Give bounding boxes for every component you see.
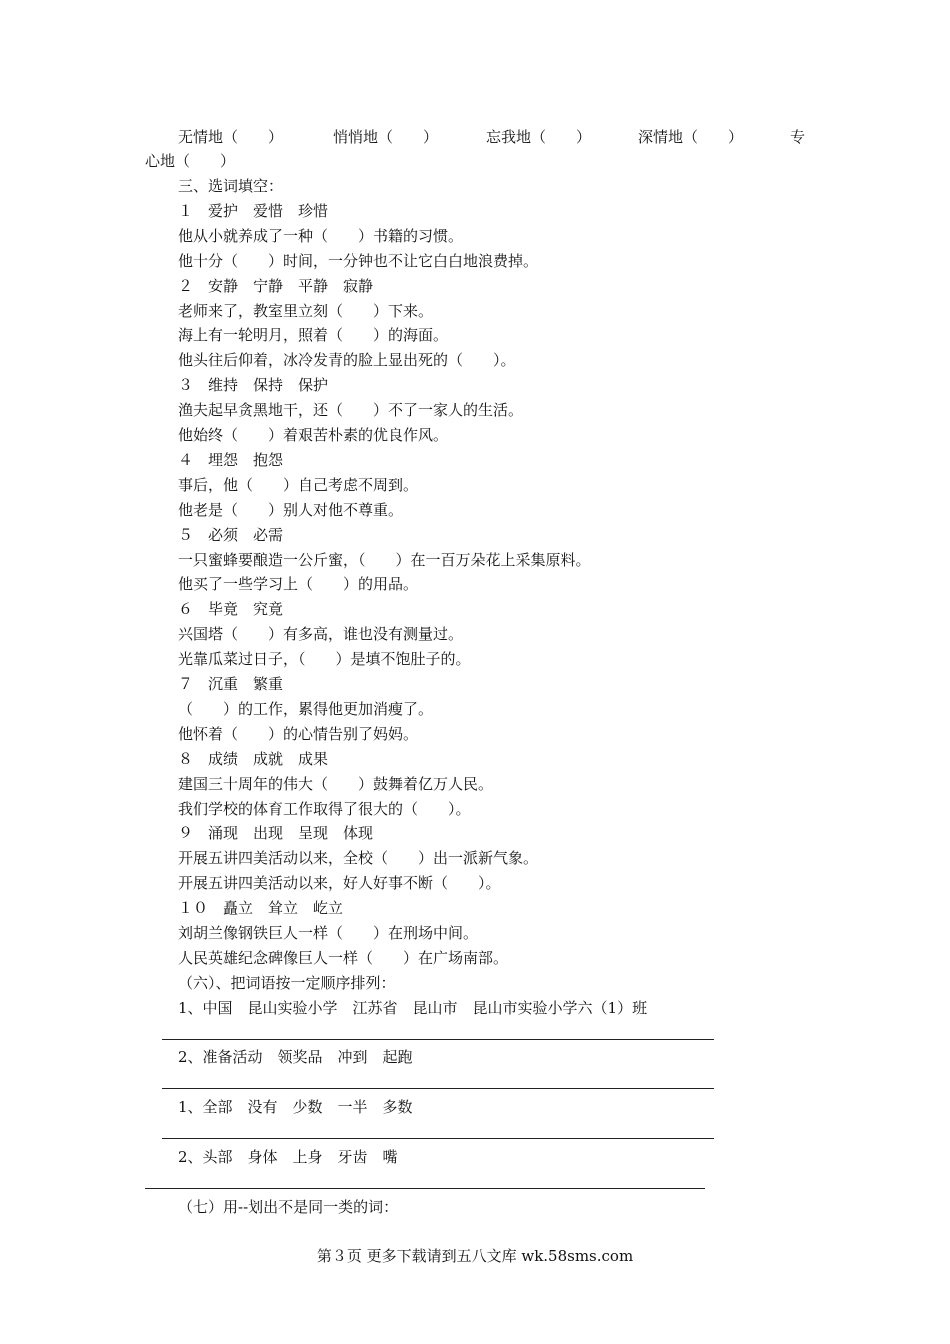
fill-sentence: 我们学校的体育工作取得了很大的（ ）。 bbox=[178, 800, 471, 818]
adverb-blank: 专 bbox=[790, 128, 806, 146]
answer-line bbox=[162, 1138, 714, 1139]
adverb-blank: 无情地（ ） bbox=[178, 128, 284, 146]
fill-sentence: 渔夫起早贪黑地干，还（ ）不了一家人的生活。 bbox=[178, 401, 524, 419]
word-group: １０ 矗立 耸立 屹立 bbox=[178, 899, 344, 917]
ordering-item: 2、头部 身体 上身 牙齿 嘴 bbox=[178, 1148, 398, 1166]
fill-sentence: 开展五讲四美活动以来，好人好事不断（ ）。 bbox=[178, 874, 501, 892]
ordering-item: 1、全部 没有 少数 一半 多数 bbox=[178, 1098, 413, 1116]
fill-sentence: 他十分（ ）时间，一分钟也不让它白白地浪费掉。 bbox=[178, 252, 539, 270]
ordering-item: 2、准备活动 领奖品 冲到 起跑 bbox=[178, 1048, 413, 1066]
fill-sentence: 他老是（ ）别人对他不尊重。 bbox=[178, 501, 404, 519]
fill-sentence: 他始终（ ）着艰苦朴素的优良作风。 bbox=[178, 426, 449, 444]
fill-sentence: 光靠瓜菜过日子，（ ）是填不饱肚子的。 bbox=[178, 650, 471, 668]
fill-sentence: 他怀着（ ）的心情告别了妈妈。 bbox=[178, 725, 419, 743]
fill-sentence: 他买了一些学习上（ ）的用品。 bbox=[178, 575, 419, 593]
fill-sentence: 一只蜜蜂要酿造一公斤蜜，（ ）在一百万朵花上采集原料。 bbox=[178, 551, 591, 569]
word-group: ５ 必须 必需 bbox=[178, 526, 284, 544]
word-group: ７ 沉重 繁重 bbox=[178, 675, 284, 693]
word-group: ２ 安静 宁静 平静 寂静 bbox=[178, 277, 374, 295]
fill-sentence: 建国三十周年的伟大（ ）鼓舞着亿万人民。 bbox=[178, 775, 494, 793]
answer-line bbox=[162, 1039, 714, 1040]
section-heading: 三、选词填空： bbox=[178, 177, 284, 195]
adverb-blank-wrap: 心地（ ） bbox=[145, 152, 236, 170]
section-heading: （七）用--划出不是同一类的词： bbox=[178, 1198, 399, 1216]
fill-sentence: 开展五讲四美活动以来，全校（ ）出一派新气象。 bbox=[178, 849, 539, 867]
fill-sentence: 他头往后仰着，冰冷发青的脸上显出死的（ ）。 bbox=[178, 351, 516, 369]
answer-line bbox=[145, 1188, 705, 1189]
word-group: ８ 成绩 成就 成果 bbox=[178, 750, 329, 768]
page-footer: 第３页 更多下载请到五八文库 wk.58sms.com bbox=[316, 1247, 634, 1265]
fill-sentence: （ ）的工作，累得他更加消瘦了。 bbox=[178, 700, 434, 718]
fill-sentence: 刘胡兰像钢铁巨人一样（ ）在刑场中间。 bbox=[178, 924, 479, 942]
answer-line bbox=[162, 1088, 714, 1089]
section-heading: （六）、把词语按一定顺序排列： bbox=[178, 974, 396, 992]
adverb-blank: 深情地（ ） bbox=[638, 128, 744, 146]
fill-sentence: 他从小就养成了一种（ ）书籍的习惯。 bbox=[178, 227, 464, 245]
fill-sentence: 人民英雄纪念碑像巨人一样（ ）在广场南部。 bbox=[178, 949, 509, 967]
word-group: １ 爱护 爱惜 珍惜 bbox=[178, 202, 329, 220]
word-group: ９ 涌现 出现 呈现 体现 bbox=[178, 824, 374, 842]
fill-sentence: 事后，他（ ）自己考虑不周到。 bbox=[178, 476, 419, 494]
adverb-blank: 忘我地（ ） bbox=[486, 128, 592, 146]
word-group: ４ 埋怨 抱怨 bbox=[178, 451, 284, 469]
word-group: ３ 维持 保持 保护 bbox=[178, 376, 329, 394]
fill-sentence: 兴国塔（ ）有多高，谁也没有测量过。 bbox=[178, 625, 464, 643]
adverb-blank: 悄悄地（ ） bbox=[333, 128, 439, 146]
fill-sentence: 老师来了，教室里立刻（ ）下来。 bbox=[178, 302, 434, 320]
ordering-item: 1、中国 昆山实验小学 江苏省 昆山市 昆山市实验小学六（1）班 bbox=[178, 999, 648, 1017]
word-group: ６ 毕竟 究竟 bbox=[178, 600, 284, 618]
fill-sentence: 海上有一轮明月，照着（ ）的海面。 bbox=[178, 326, 449, 344]
